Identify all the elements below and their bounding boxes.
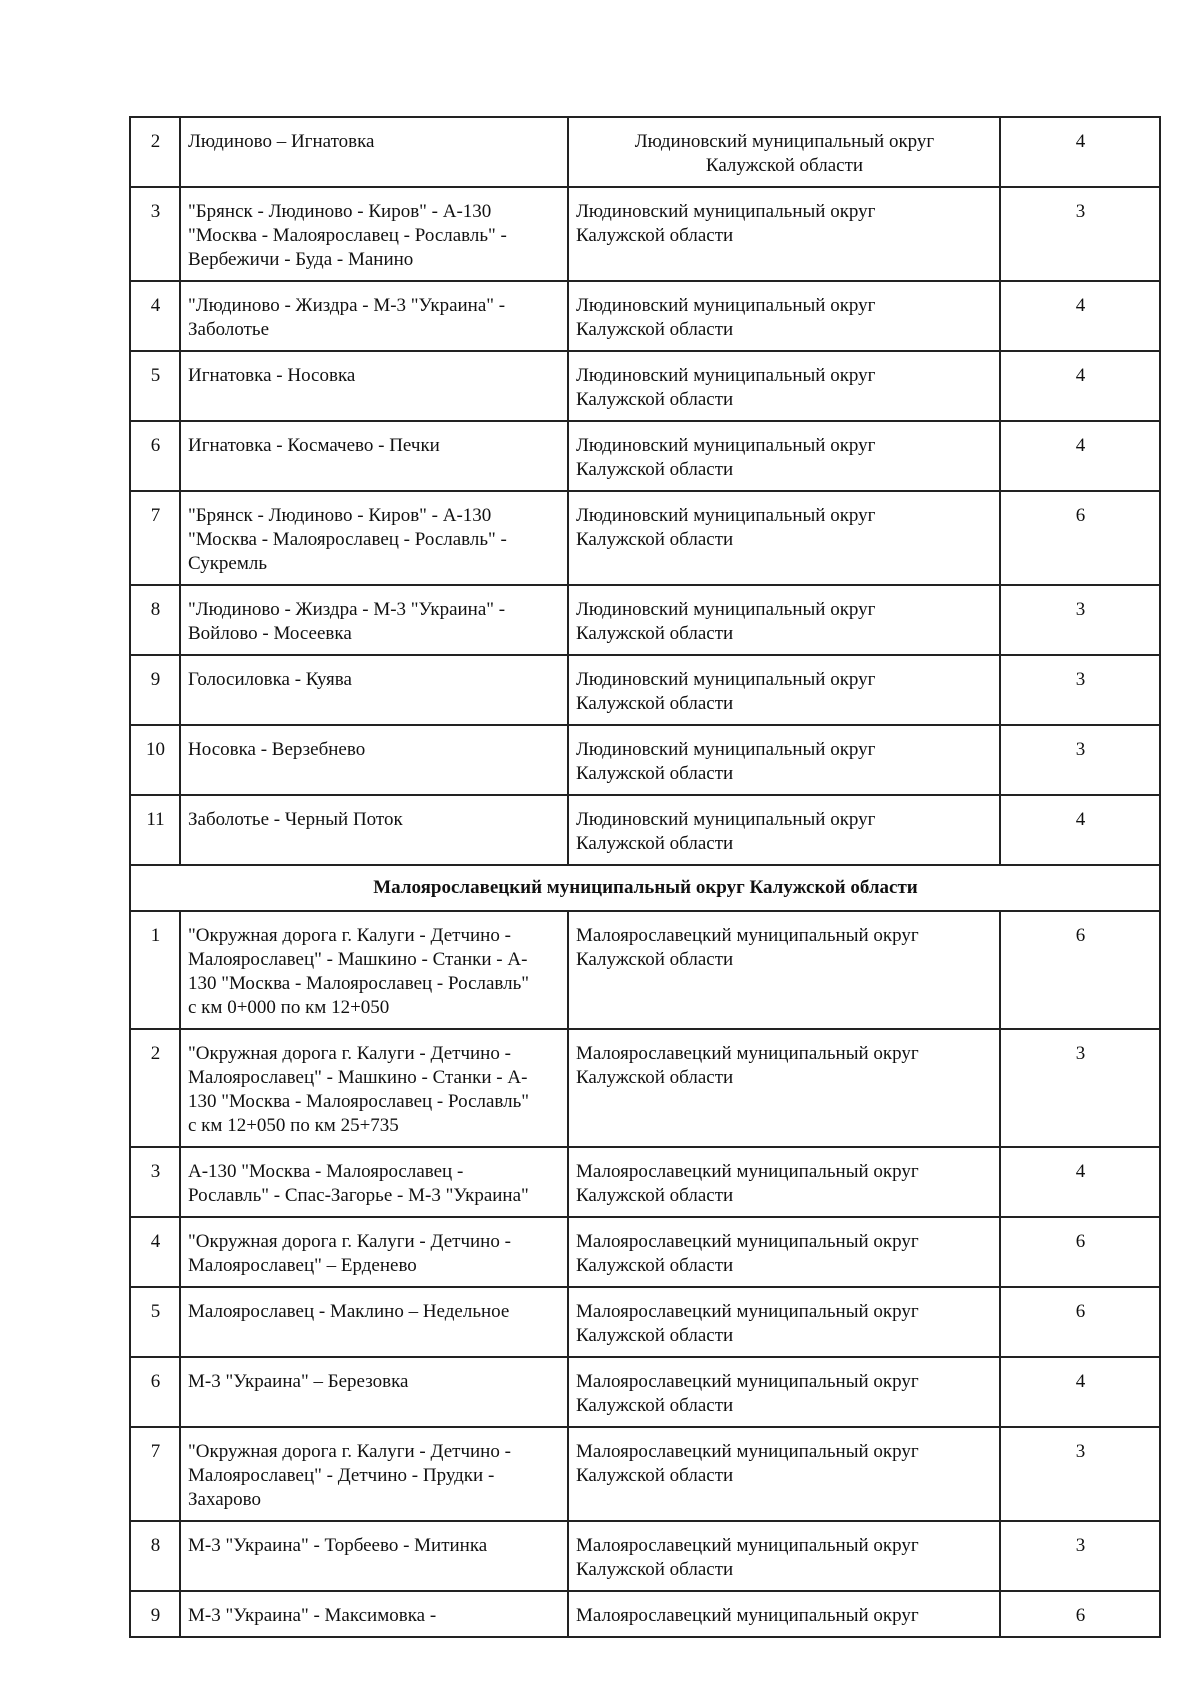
section-title: Малоярославецкий муниципальный округ Калужской области bbox=[130, 865, 1160, 911]
row-number: 2 bbox=[130, 1029, 180, 1147]
district-name: Малоярославецкий муниципальный округ Калужской области bbox=[568, 1357, 1000, 1427]
table-row bbox=[130, 1427, 1160, 1521]
row-value: 6 bbox=[1000, 1591, 1160, 1637]
roads-table bbox=[129, 116, 1161, 1638]
district-name: Людиновский муниципальный округ Калужской области bbox=[568, 795, 1000, 865]
district-name: Людиновский муниципальный округ Калужской области bbox=[568, 491, 1000, 585]
road-name: Людиново – Игнатовка bbox=[180, 117, 568, 187]
road-name: "Окружная дорога г. Калуги - Детчино - Малоярославец" - Машкино - Станки - А- 130 "Москва - Малоярославец - Рославль" с км 12+050 по км 25+735 bbox=[180, 1029, 568, 1147]
row-number: 11 bbox=[130, 795, 180, 865]
row-number: 5 bbox=[130, 351, 180, 421]
table-row bbox=[130, 1217, 1160, 1287]
row-value: 4 bbox=[1000, 281, 1160, 351]
row-number: 6 bbox=[130, 1357, 180, 1427]
table-row bbox=[130, 1029, 1160, 1147]
road-name: Носовка - Верзебнево bbox=[180, 725, 568, 795]
table-row bbox=[130, 911, 1160, 1029]
district-name: Людиновский муниципальный округ Калужской области bbox=[568, 351, 1000, 421]
table-row bbox=[130, 187, 1160, 281]
table-row bbox=[130, 1287, 1160, 1357]
district-name: Малоярославецкий муниципальный округ Калужской области bbox=[568, 911, 1000, 1029]
table-row bbox=[130, 1521, 1160, 1591]
district-name: Людиновский муниципальный округ Калужской области bbox=[568, 187, 1000, 281]
row-value: 3 bbox=[1000, 1029, 1160, 1147]
district-name: Малоярославецкий муниципальный округ Калужской области bbox=[568, 1287, 1000, 1357]
district-name: Малоярославецкий муниципальный округ bbox=[568, 1591, 1000, 1637]
table-row bbox=[130, 585, 1160, 655]
table-row bbox=[130, 117, 1160, 187]
road-name: "Брянск - Людиново - Киров" - А-130 "Москва - Малоярославец - Рославль" - Сукремль bbox=[180, 491, 568, 585]
row-value: 6 bbox=[1000, 491, 1160, 585]
row-value: 4 bbox=[1000, 795, 1160, 865]
row-value: 4 bbox=[1000, 421, 1160, 491]
road-name: А-130 "Москва - Малоярославец - Рославль" - Спас-Загорье - М-3 "Украина" bbox=[180, 1147, 568, 1217]
row-number: 2 bbox=[130, 117, 180, 187]
table-row bbox=[130, 421, 1160, 491]
road-name: "Окружная дорога г. Калуги - Детчино - Малоярославец" - Машкино - Станки - А- 130 "Москва - Малоярославец - Рославль" с км 0+000 по км 12+050 bbox=[180, 911, 568, 1029]
row-number: 1 bbox=[130, 911, 180, 1029]
district-name: Малоярославецкий муниципальный округ Калужской области bbox=[568, 1147, 1000, 1217]
row-value: 3 bbox=[1000, 1521, 1160, 1591]
row-value: 3 bbox=[1000, 655, 1160, 725]
row-value: 6 bbox=[1000, 1287, 1160, 1357]
road-name: Голосиловка - Куява bbox=[180, 655, 568, 725]
table-row bbox=[130, 281, 1160, 351]
section-heading-row bbox=[130, 865, 1160, 911]
table-row bbox=[130, 795, 1160, 865]
table-row bbox=[130, 655, 1160, 725]
row-value: 6 bbox=[1000, 911, 1160, 1029]
row-value: 4 bbox=[1000, 351, 1160, 421]
row-number: 9 bbox=[130, 1591, 180, 1637]
district-name: Малоярославецкий муниципальный округ Калужской области bbox=[568, 1217, 1000, 1287]
district-name: Людиновский муниципальный округ Калужской области bbox=[568, 281, 1000, 351]
row-value: 3 bbox=[1000, 725, 1160, 795]
row-number: 7 bbox=[130, 1427, 180, 1521]
row-value: 4 bbox=[1000, 117, 1160, 187]
row-number: 9 bbox=[130, 655, 180, 725]
roads-table-body bbox=[130, 117, 1160, 1637]
row-number: 3 bbox=[130, 187, 180, 281]
table-row bbox=[130, 1357, 1160, 1427]
row-number: 3 bbox=[130, 1147, 180, 1217]
district-name: Людиновский муниципальный округ Калужской области bbox=[568, 585, 1000, 655]
road-name: М-3 "Украина" - Торбеево - Митинка bbox=[180, 1521, 568, 1591]
road-name: Игнатовка - Носовка bbox=[180, 351, 568, 421]
road-name: "Людиново - Жиздра - М-3 "Украина" - Заболотье bbox=[180, 281, 568, 351]
table-row bbox=[130, 725, 1160, 795]
road-name: Малоярославец - Маклино – Недельное bbox=[180, 1287, 568, 1357]
road-name: Игнатовка - Космачево - Печки bbox=[180, 421, 568, 491]
road-name: М-3 "Украина" - Максимовка - bbox=[180, 1591, 568, 1637]
district-name: Малоярославецкий муниципальный округ Калужской области bbox=[568, 1029, 1000, 1147]
table-row bbox=[130, 1147, 1160, 1217]
row-value: 4 bbox=[1000, 1147, 1160, 1217]
row-number: 8 bbox=[130, 1521, 180, 1591]
row-value: 4 bbox=[1000, 1357, 1160, 1427]
row-value: 3 bbox=[1000, 1427, 1160, 1521]
row-number: 8 bbox=[130, 585, 180, 655]
road-name: "Окружная дорога г. Калуги - Детчино - Малоярославец" – Ерденево bbox=[180, 1217, 568, 1287]
road-name: М-3 "Украина" – Березовка bbox=[180, 1357, 568, 1427]
row-number: 10 bbox=[130, 725, 180, 795]
road-name: "Людиново - Жиздра - М-3 "Украина" - Войлово - Мосеевка bbox=[180, 585, 568, 655]
road-name: "Брянск - Людиново - Киров" - А-130 "Москва - Малоярославец - Рославль" - Вербежичи - Буда - Манино bbox=[180, 187, 568, 281]
district-name: Людиновский муниципальный округ Калужской области bbox=[568, 725, 1000, 795]
row-number: 4 bbox=[130, 1217, 180, 1287]
row-number: 7 bbox=[130, 491, 180, 585]
row-value: 6 bbox=[1000, 1217, 1160, 1287]
table-row bbox=[130, 491, 1160, 585]
row-value: 3 bbox=[1000, 585, 1160, 655]
district-name: Людиновский муниципальный округ Калужской области bbox=[568, 655, 1000, 725]
district-name: Людиновский муниципальный округ Калужской области bbox=[568, 421, 1000, 491]
row-number: 4 bbox=[130, 281, 180, 351]
road-name: "Окружная дорога г. Калуги - Детчино - Малоярославец" - Детчино - Прудки - Захарово bbox=[180, 1427, 568, 1521]
row-number: 5 bbox=[130, 1287, 180, 1357]
row-value: 3 bbox=[1000, 187, 1160, 281]
row-number: 6 bbox=[130, 421, 180, 491]
table-row bbox=[130, 351, 1160, 421]
district-name: Малоярославецкий муниципальный округ Калужской области bbox=[568, 1427, 1000, 1521]
table-row bbox=[130, 1591, 1160, 1637]
district-name: Малоярославецкий муниципальный округ Калужской области bbox=[568, 1521, 1000, 1591]
district-name: Людиновский муниципальный округ Калужской области bbox=[568, 117, 1000, 187]
road-name: Заболотье - Черный Поток bbox=[180, 795, 568, 865]
